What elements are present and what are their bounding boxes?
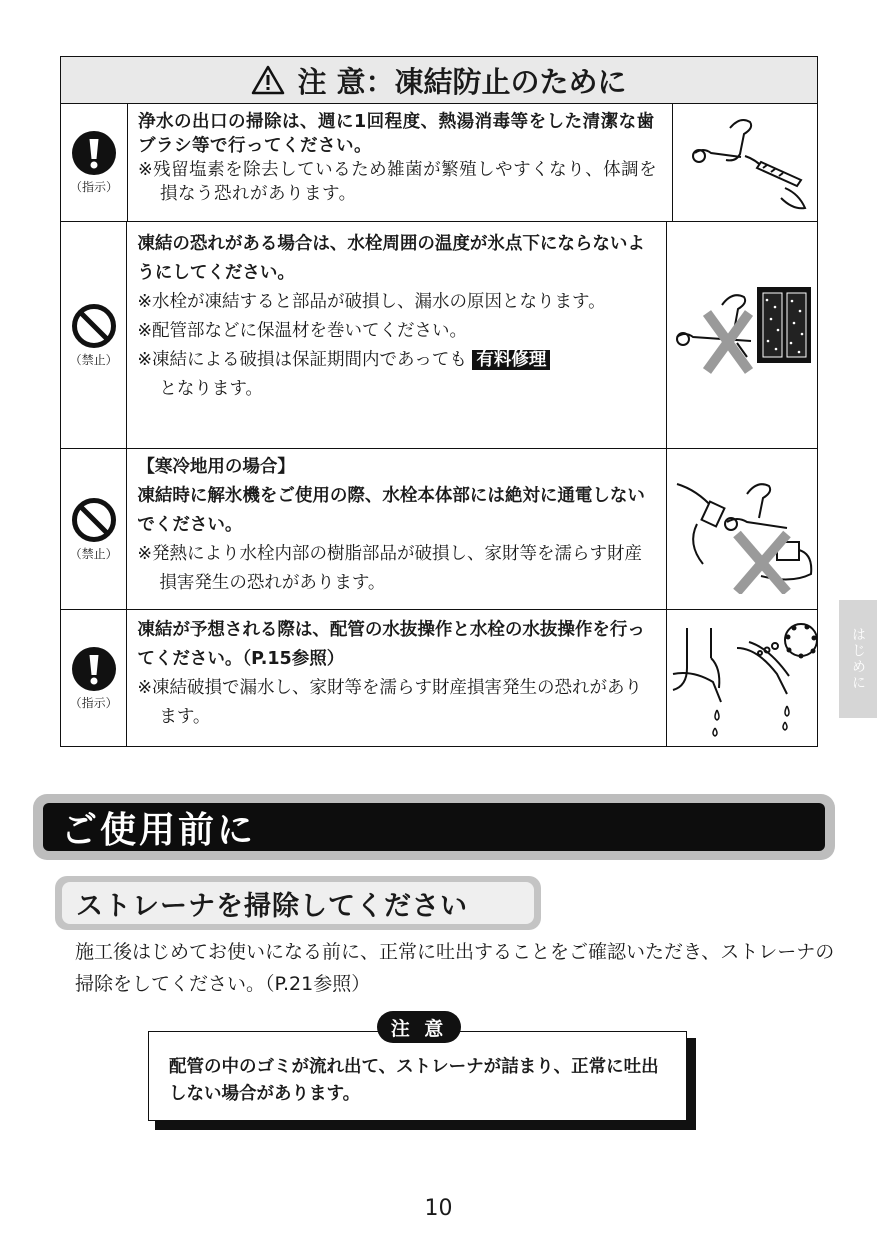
caution-row (61, 104, 817, 222)
section-banner (33, 794, 835, 860)
section-title: ご使用前に (43, 803, 825, 851)
row-main-text: 凍結時に解氷機をご使用の際、水栓本体部には絶対に通電しないでください。 (137, 486, 645, 535)
row-icon-cell (61, 104, 128, 221)
mandatory-icon (71, 646, 117, 692)
caution-row (61, 610, 817, 746)
row-text (127, 449, 667, 609)
row-main-text: 凍結が予想される際は、配管の水抜操作と水栓の水抜操作を行ってください。（P.15参照） (137, 620, 645, 669)
row-note-text: となります。 (159, 379, 263, 399)
paid-repair-highlight: 有料修理 (472, 350, 550, 370)
row-icon-label: （禁止） (69, 352, 118, 367)
row-note: ※配管部などに保温材を巻いてください。 (137, 321, 467, 341)
row-icon-label: （禁止） (69, 546, 118, 561)
row-note: ※水栓が凍結すると部品が破損し、漏水の原因となります。 (137, 292, 606, 312)
row-note (137, 346, 656, 404)
row-icon-cell (61, 222, 127, 448)
row-text (128, 104, 673, 221)
notice-box (148, 1031, 687, 1121)
row-note: ※発熱により水栓内部の樹脂部品が破損し、家財等を濡らす財産損害発生の恐れがあります。 (137, 544, 642, 593)
caution-row (61, 222, 817, 449)
row-main-text: 浄水の出口の掃除は、週に1回程度、熱湯消毒等をした清潔な歯ブラシ等で行ってください。 (138, 112, 655, 156)
row-text (127, 222, 667, 448)
notice-text: 配管の中のゴミが流れ出て、ストレーナが詰まり、正常に吐出しない場合があります。 (169, 1057, 659, 1104)
drain-faucet-illustration (667, 618, 817, 738)
faucet-cleaning-illustration (675, 108, 815, 218)
row-icon-cell (61, 449, 127, 609)
subsection-title: ストレーナを掃除してください (62, 882, 534, 924)
body-text: 施工後はじめてお使いになる前に、正常に吐出することをご確認いただき、ストレーナの掃除をしてください。（P.21参照） (75, 941, 835, 995)
row-illustration (667, 222, 817, 448)
mandatory-icon (71, 130, 117, 176)
thawing-machine-faucet-illustration (667, 464, 817, 594)
row-illustration (667, 449, 817, 609)
row-main-text: 凍結の恐れがある場合は、水栓周囲の温度が氷点下にならないようにしてください。 (137, 234, 645, 283)
row-icon-cell (61, 610, 127, 746)
row-icon-label: （指示） (69, 695, 118, 710)
prohibition-icon (71, 303, 117, 349)
subsection-banner (55, 876, 541, 930)
row-icon-label: （指示） (69, 180, 118, 194)
caution-header (61, 57, 817, 104)
notice-title: 注 意 (377, 1011, 461, 1043)
row-illustration (667, 610, 817, 746)
caution-table (60, 56, 818, 747)
caution-row (61, 449, 817, 610)
row-note-text: ※凍結による破損は保証期間内であっても (137, 350, 467, 370)
row-note: ※残留塩素を除去しているため雑菌が繁殖しやすくなり、体調を損なう恐れがあります。 (138, 160, 658, 204)
side-tab-introduction[interactable]: はじめに (839, 600, 877, 718)
row-heading: 【寒冷地用の場合】 (137, 457, 295, 477)
row-text (127, 610, 667, 746)
prohibition-icon (71, 497, 117, 543)
page-number: 10 (424, 1196, 453, 1221)
row-illustration (673, 104, 817, 221)
frozen-window-faucet-illustration (667, 275, 817, 395)
warning-triangle-icon (251, 65, 285, 95)
row-note: ※凍結破損で漏水し、家財等を濡らす財産損害発生の恐れがあります。 (137, 678, 642, 727)
caution-header-text: 注 意：凍結防止のために (297, 64, 627, 99)
